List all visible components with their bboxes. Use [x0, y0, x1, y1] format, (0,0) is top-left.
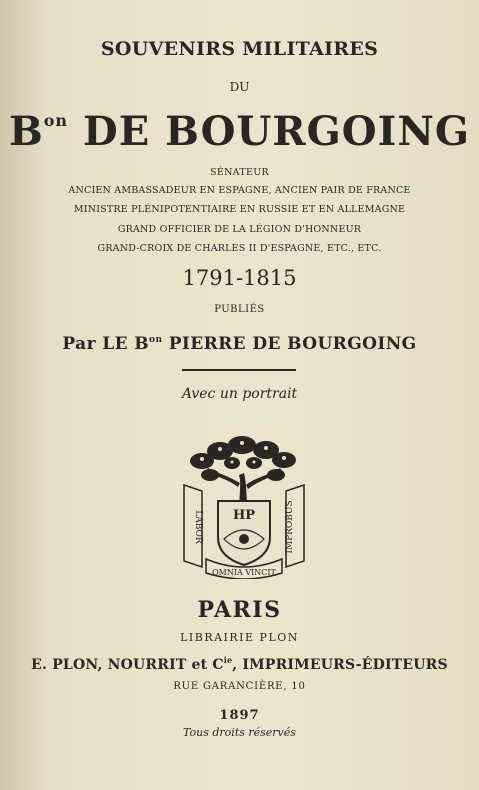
imprint-rights: Tous droits réservés	[183, 726, 296, 739]
imprint-city: PARIS	[197, 597, 282, 623]
quality-ministre: MINISTRE PLÉNIPOTENTIAIRE EN RUSSIE ET EN ALLEMAGNE	[73, 204, 406, 215]
published-label: PUBLIÉS	[214, 304, 265, 315]
printers-b: , IMPRIMEURS-ÉDITEURS	[232, 657, 448, 673]
imprint-printers	[0, 655, 479, 673]
editor-line	[0, 334, 479, 354]
author-name	[0, 108, 479, 155]
quality-senateur: SÉNATEUR	[210, 167, 269, 178]
portrait-note: Avec un portrait	[181, 386, 298, 402]
divider-rule	[182, 369, 296, 371]
printers-sup: ie	[223, 655, 233, 665]
quality-grand-croix: GRAND-CROIX DE CHARLES II D'ESPAGNE, ETC., ETC.	[97, 243, 382, 254]
imprint-address: RUE GARANCIÈRE, 10	[173, 681, 306, 692]
author-prefix: B	[8, 108, 44, 155]
years: 1791-1815	[182, 266, 297, 290]
title-souvenirs-militaires: SOUVENIRS MILITAIRES	[100, 38, 379, 60]
quality-legion-honneur: GRAND OFFICIER DE LA LÉGION D'HONNEUR	[117, 224, 362, 235]
printers-a: E. PLON, NOURRIT et C	[31, 657, 224, 673]
author-surname: DE BOURGOING	[83, 108, 471, 155]
mark-monogram: HP	[232, 508, 256, 523]
editor-par: Par LE B	[62, 334, 150, 354]
editor-name: PIERRE DE BOURGOING	[162, 334, 417, 354]
quality-ambassadeur: ANCIEN AMBASSADEUR EN ESPAGNE, ANCIEN PAIR DE FRANCE	[68, 185, 411, 196]
mark-motto-bottom: OMNIA VINCIT	[212, 568, 276, 577]
printers-mark-icon	[180, 435, 308, 579]
author-prefix-sup: on	[43, 111, 69, 130]
editor-sup: on	[149, 335, 163, 345]
mark-motto-right: IMPROBUS	[285, 500, 295, 554]
mark-motto-left: LABOR	[193, 510, 203, 544]
imprint-publisher: LIBRAIRIE PLON	[180, 631, 299, 644]
title-du: DU	[229, 80, 250, 94]
imprint-year: 1897	[219, 708, 260, 723]
